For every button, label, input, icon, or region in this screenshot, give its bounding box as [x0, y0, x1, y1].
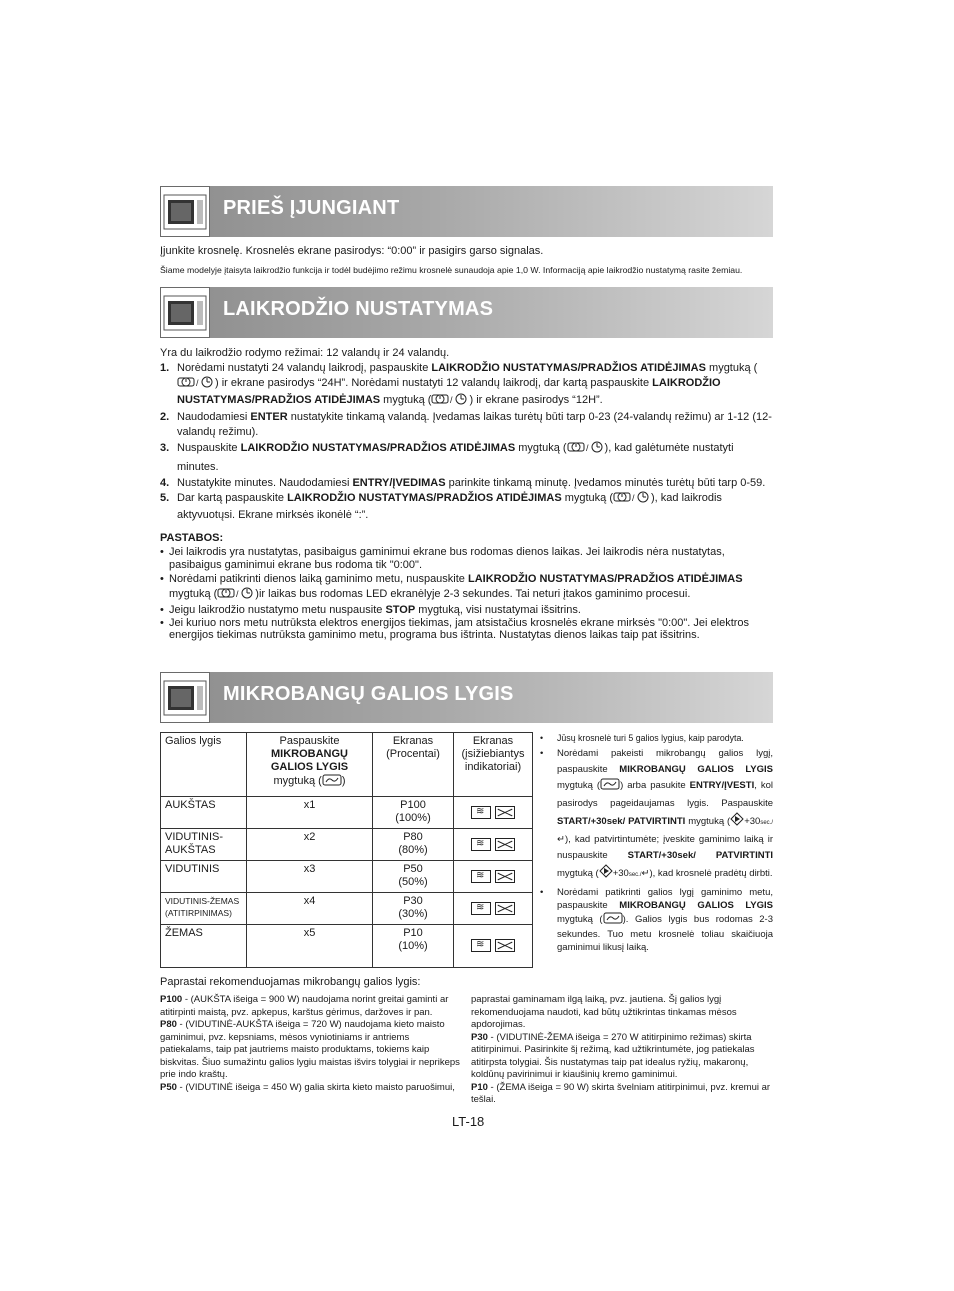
clock-step: 5. Dar kartą paspauskite LAIKRODŽIO NUSTATYMAS/PRADŽIOS ATIDĖJIMAS mygtuką ( / ), kad laikrodis aktyvuotųsi. Ekrane mirksės ikonėlė “:”. [160, 492, 722, 521]
power-key-icon [600, 778, 620, 796]
microwave-icon [160, 672, 210, 723]
note-item: • Jei laikrodis yra nustatytas, pasibaigus gaminimui ekrane bus rodomas dienos laikas. Jei laikrodis nėra nustatytas, pasibaigus gaminimui ekrane bus rodoma tik "0:00". [160, 546, 773, 572]
page-number: LT-18 [452, 1114, 485, 1129]
power-key-icon [322, 774, 342, 790]
level-indicator-icon [495, 902, 515, 915]
clock-step: 4. Nustatykite minutes. Naudodamiesi ENTRY/ĮVEDIMAS parinkite tinkamą minutę. Įvedamos minutės turėtų būti tarp 0-59. [160, 477, 766, 489]
recommend-right-column [471, 994, 774, 1107]
level-indicator-icon [495, 939, 515, 952]
clock-step: 3. Nuspauskite LAIKRODŽIO NUSTATYMAS/PRADŽIOS ATIDĖJIMAS mygtuką ( / ), kad galėtumėte nustatyti minutes. [160, 442, 734, 473]
list-item: paprastai gaminamam ilgą laiką, pvz. jautiena. Šį galios lygį rekomenduojama naudoti, kad būtų užtikrintas tinkamas mėsos apdorojimas. [471, 994, 737, 1030]
notes-title: PASTABOS: [160, 532, 224, 544]
clock-key-icon [431, 393, 469, 410]
list-item: P30 - (VIDUTINĖ-ŽEMA išeiga = 270 W atitirpinimo režimas) skirta atitirpinimui. Pasirinkite šį režimą, kad užtikrintumėte, jog patiekalas atitirpsta tolygiai. Šis nustatymas taip pat idealus ryžių, makaronų, koldūnų pavirinimui ir kiaušinių kremo gaminimui. [471, 1031, 755, 1080]
table-row: VIDUTINIS-AUKŠTAS x2 P80 (80%) ≋ [161, 829, 533, 861]
header-screen-indicators: Ekranas (įsižiebiantys indikatoriai) [454, 733, 533, 797]
list-item: P100 - (AUKŠTA išeiga = 900 W) naudojama norint greitai gaminti ar atitirpinti maistą, pvz. apkepus, karštus gėrimus, daržoves ir pan. [160, 994, 449, 1018]
svg-text:/: / [196, 378, 199, 388]
clock-instructions [160, 346, 773, 641]
clock-key-icon [177, 376, 215, 393]
list-item: • Norėdami patikrinti galios lygį gaminimo metu, paspauskite MIKROBANGŲ GALIOS LYGIS mygtuką ( ). Galios lygis bus rodomas 2-3 sekundes. Tuo metu krosnelė toliau skaičiuoja gaminimui likusį laiką. [540, 886, 773, 954]
table-row: VIDUTINIS x3 P50 (50%) ≋ [161, 861, 533, 893]
list-item: P10 - (ŽEMA išeiga = 90 W) skirta švelniam atitirpinimui, pvz. kremui ar tešlai. [471, 1081, 771, 1105]
header-level: Galios lygis [161, 733, 247, 797]
section-title: MIKROBANGŲ GALIOS LYGIS [223, 683, 514, 705]
enter-arrow-icon: ↵ [641, 868, 650, 879]
before-line2: Šiame modelyje įtaisyta laikrodžio funkcija ir todėl budėjimo režimu krosnelė sunaudoja apie 1,0 W. Informaciją apie laikrodžio nustatymą rasite žemiau. [160, 265, 743, 275]
clock-key-icon [217, 587, 255, 604]
table-row: VIDUTINIS-ŽEMAS (ATITIRPINIMAS) x4 P30 (30%) ≋ [161, 893, 533, 925]
section-banner-clock [160, 287, 773, 338]
section-banner-before [160, 186, 773, 237]
clock-step: 2. Naudodamiesi ENTER nustatykite tinkamą valandą. Įvedamas laikas turėtų būti tarp 0-23 (24-valandų režimu) ar 1-12 (12-valandų režimu). [160, 411, 772, 438]
before-line1: Įjunkite krosnelę. Krosnelės ekrane pasirodys: “0:00” ir pasigirs garso signalas. [160, 245, 544, 257]
list-item: • Jūsų krosnelė turi 5 galios lygius, kaip parodyta. [540, 732, 773, 745]
clock-intro: Yra du laikrodžio rodymo režimai: 12 valandų ir 24 valandų. [160, 347, 450, 359]
enter-arrow-icon: ↵ [557, 834, 565, 845]
clock-key-icon [613, 491, 651, 508]
power-key-icon [603, 912, 623, 928]
svg-text:/: / [236, 589, 239, 599]
recommend-intro: Paprastai rekomenduojamas mikrobangų galios lygis: [160, 976, 421, 988]
level-indicator-icon [495, 870, 515, 883]
level-indicator-icon [471, 838, 491, 851]
section-title: PRIEŠ ĮJUNGIANT [223, 197, 400, 219]
header-screen: Ekranas (Procentai) [373, 733, 454, 797]
list-item: P80 - (VIDUTINĖ-AUKŠTA išeiga = 720 W) naudojama kieto maisto gaminimui, pvz. kepsniams, mėsos vyniotiniams ir antriems patiekalams, taip pat jautriems maisto produktams, tokiems kaip biskvitas. Šiuo sumažintu galios lygiu maistas išvirs tolygiai ir neprikeps prie indo kraštų. [160, 1019, 460, 1080]
level-indicator-icon [471, 806, 491, 819]
microwave-icon [160, 186, 210, 237]
svg-text:/: / [632, 493, 635, 503]
header-press: Paspauskite MIKROBANGŲ GALIOS LYGIS mygtuką ( ) [247, 733, 373, 797]
svg-text:/: / [450, 395, 453, 405]
table-row: ŽEMAS x5 P10 (10%) ≋ [161, 925, 533, 968]
level-indicator-icon [495, 806, 515, 819]
note-item: • Jei kuriuo nors metu nutrūksta elektros energijos tiekimas, jam atsistačius krosnelės ekrane mirksės "0:00". Jei elektros energijos tiekimas nutrūksta gaminimo metu, programa bus ištrinta. Nustatytas dienos laikas taip pat išsitrins. [160, 617, 773, 641]
note-item: • Jeigu laikrodžio nustatymo metu nuspausite STOP mygtuką, visi nustatymai išsitrins. [160, 604, 773, 617]
level-indicator-icon [495, 838, 515, 851]
svg-text:/: / [585, 443, 589, 453]
microwave-icon [160, 287, 210, 338]
note-item: • Norėdami patikrinti dienos laiką gaminimo metu, nuspauskite LAIKRODŽIO NUSTATYMAS/PRADŽIOS ATIDĖJIMAS mygtuką ( / )ir laikas bus rodomas LED ekranėlyje 2-3 sekundes. Tai neturi įtakos gaminimo procesui. [160, 572, 773, 604]
start-key-icon [599, 864, 613, 884]
clock-step: 1. Norėdami nustatyti 24 valandų laikrodį, paspauskite LAIKRODŽIO NUSTATYMAS/PRADŽIOS ATIDĖJIMAS mygtuką ( / ) ir ekrane pasirodys “24H”. Norėdami nustatyti 12 valandų laikrodį, dar kartą paspauskite LAIKRODŽIO NUSTATYMAS/PRADŽIOS ATIDĖJIMAS mygtuką ( / ) ir ekrane pasirodys “12H”. [160, 361, 773, 410]
power-level-table [160, 732, 533, 968]
recommend-left-column [160, 994, 463, 1094]
section-title: LAIKRODŽIO NUSTATYMAS [223, 298, 494, 320]
start-key-icon [730, 812, 744, 832]
table-row: AUKŠTAS x1 P100 (100%) ≋ [161, 797, 533, 829]
level-indicator-icon [471, 939, 491, 952]
list-item: P50 - (VIDUTINĖ išeiga = 450 W) galia skirta kieto maisto paruošimui, [160, 1081, 455, 1093]
section-banner-power [160, 672, 773, 723]
list-item: • Norėdami pakeisti mikrobangų galios lygį, paspauskite MIKROBANGŲ GALIOS LYGIS mygtuką ( ) arba pasukite ENTRY/ĮVESTI, kol pasirodys pageidaujamas lygis. Paspauskite START/+30sek/ PATVIRTINTI mygtuką ( +30sec./↵), kad patvirtintumėte; įveskite gaminimo laiką ir nuspauskite START/+30sek/ PATVIRTINTI mygtuką ( +30sec./↵), kad krosnelė pradėtų dirbti. [540, 746, 773, 884]
power-notes [540, 732, 773, 955]
level-indicator-icon [471, 902, 491, 915]
level-indicator-icon [471, 870, 491, 883]
clock-key-icon [567, 441, 605, 459]
